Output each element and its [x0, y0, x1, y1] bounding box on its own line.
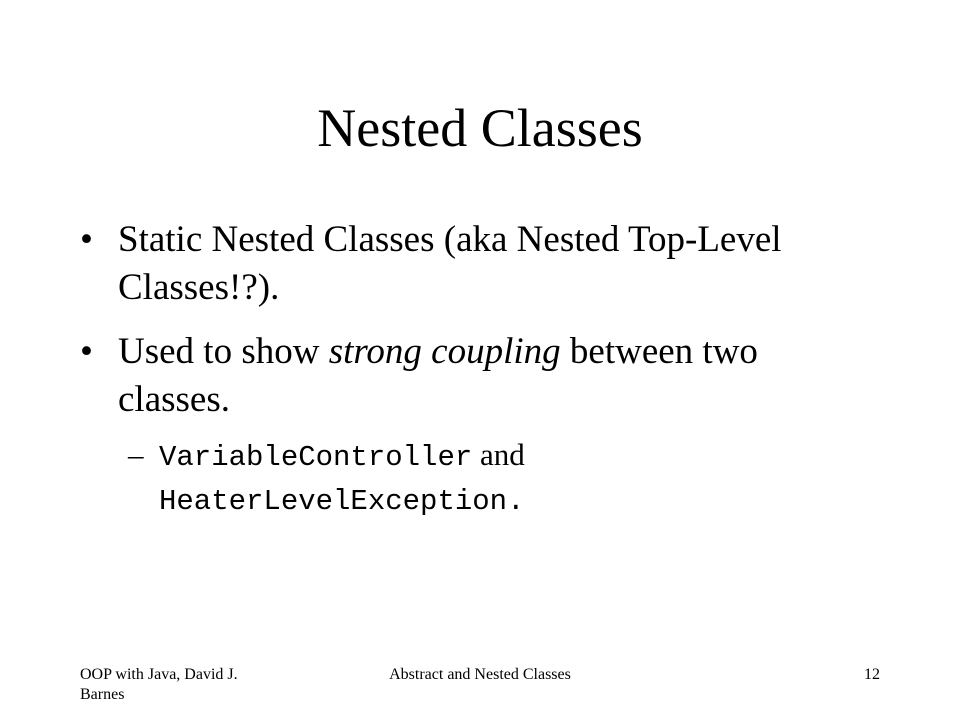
sub-bullet-conjunction: and [472, 437, 525, 472]
footer-title: Abstract and Nested Classes [389, 666, 571, 683]
slide-title: Nested Classes [317, 98, 643, 158]
bullet-text-end: between two classes. [118, 331, 758, 420]
bullet-emphasis: strong coupling [328, 331, 561, 372]
bullet-marker: • [80, 331, 93, 372]
bullet-item [80, 328, 840, 424]
page-number: 12 [864, 666, 880, 683]
sub-bullet-marker: – [128, 437, 144, 472]
footer-author: OOP with Java, David J. Barnes [80, 666, 238, 703]
code-class-name: HeaterLevelException [159, 485, 508, 518]
bullet-text: Static Nested Classes (aka Nested Top-Level Classes!?). [118, 219, 782, 308]
bullet-list [80, 216, 840, 522]
bullet-text-start: Used to show [118, 331, 329, 372]
bullet-item [80, 216, 840, 312]
sub-bullet-item [80, 434, 840, 522]
code-class-name: VariableController [159, 441, 473, 474]
sub-bullet-period: . [507, 485, 525, 518]
bullet-marker: • [80, 219, 93, 260]
